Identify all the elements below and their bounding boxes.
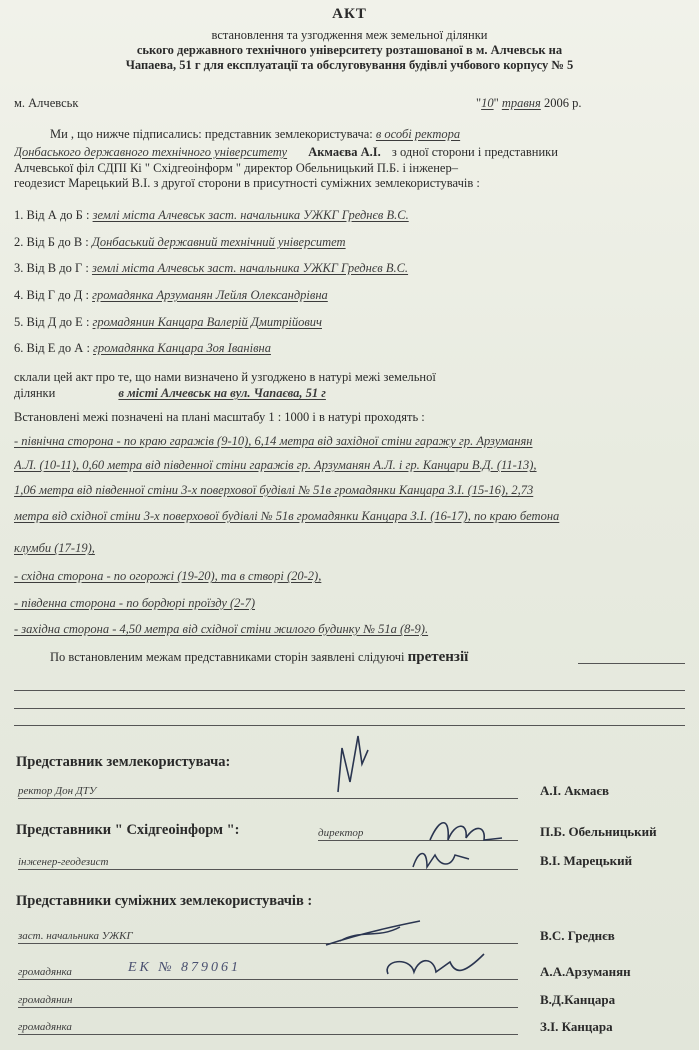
- adjacent-heading: Представники суміжних землекористувачів :: [16, 893, 313, 909]
- boundary-value: землі міста Алчевськ заст. начальника УЖКГ Греднєв В.С.: [91, 261, 409, 275]
- intro-side: з одної сторони і представники: [391, 145, 558, 159]
- land-user-name: А.І. Акмаєв: [540, 783, 609, 798]
- established-line: Встановлені межі позначені на плані масштабу 1 : 1000 і в натурі проходять :: [14, 410, 425, 424]
- border-line-6: - східна сторона - по огорожі (19-20), та в створі (20-2),: [14, 569, 322, 583]
- adjacent-name-2: А.А.Арзуманян: [540, 964, 631, 979]
- boundary-row-4: [14, 288, 685, 303]
- engineer-name: В.І. Марецький: [540, 853, 633, 868]
- land-user-heading: Представник землекористувача:: [16, 754, 231, 770]
- border-line-8: - західна сторона - 4,50 метра від східної стіни жилого будинку № 51а (8-9).: [14, 622, 429, 636]
- info-role-engineer: інженер-геодезист: [18, 856, 109, 868]
- adjacent-role-2: громадянка: [18, 966, 72, 978]
- intro-line-1: [14, 127, 685, 142]
- boundary-row-6: [14, 341, 685, 356]
- adjacent-line-3: [18, 1007, 518, 1008]
- header-line-2: ського державного технічного університету розташованої в м. Алчевськ на: [136, 43, 563, 57]
- document-title: АКТ: [332, 6, 367, 22]
- intro-university: Донбаського державного технічного університету: [14, 145, 288, 159]
- act-line-1: склали цей акт про те, що нами визначено й узгоджено в натурі межі земельної: [14, 370, 436, 384]
- claims-word: претензії: [407, 650, 469, 665]
- boundary-label: 3. Від В до Г :: [14, 261, 89, 275]
- adjacent-line-4: [18, 1034, 518, 1035]
- arzumanyan-signature: [380, 950, 490, 985]
- header-line-1: встановлення та узгодження меж земельної ділянки: [211, 28, 488, 42]
- adjacent-role-4: громадянка: [18, 1021, 72, 1033]
- boundary-label: 4. Від Г до Д :: [14, 288, 90, 302]
- date-day: 10: [481, 96, 494, 110]
- boundary-label: 5. Від Д до Е :: [14, 315, 90, 329]
- boundary-label: 1. Від А до Б :: [14, 208, 90, 222]
- boundary-value: Донбаський державний технічний університет: [91, 235, 346, 249]
- border-line-3: 1,06 метра від південної стіни 3-х поверхової будівлі № 51в громадянки Канцара З.І. (15-16), 2,73: [14, 483, 534, 497]
- intro-rector-name: Акмаєва А.І.: [308, 145, 381, 159]
- passport-note: ЕК № 879061: [128, 960, 242, 975]
- adjacent-name-3: В.Д.Канцара: [540, 992, 616, 1007]
- intro-line-3: Алчевської філ СДПІ Кі " Східгеоінформ " директор Обельницький П.Б. і інженер–: [14, 161, 458, 175]
- border-line-1: - північна сторона - по краю гаражів (9-10), 6,14 метра від західної стіни гаражу гр. Арзуманян: [14, 434, 533, 448]
- date: "10" травня 2006 р.: [476, 96, 582, 110]
- border-line-2: А.Л. (10-11), 0,60 метра від південної стіни гаражів гр. Арзуманян А.Л. і гр. Канцари В.Д. (11-13),: [14, 458, 537, 472]
- act-line-2: [14, 386, 685, 401]
- boundary-value: громадянин Канцара Валерій Дмитрійович: [92, 315, 322, 329]
- blank-rule-2: [14, 708, 685, 709]
- info-heading: Представники " Східгеоінформ ":: [16, 822, 240, 838]
- boundary-row-3: [14, 261, 685, 276]
- intro-line-2: [14, 145, 685, 160]
- boundary-value: громадянка Арзуманян Лейля Олександрівна: [92, 288, 328, 302]
- blank-rule-3: [14, 725, 685, 726]
- land-user-line: [18, 798, 518, 799]
- claims-fill-line: [578, 663, 685, 664]
- place: м. Алчевськ: [14, 96, 79, 110]
- border-line-7: - південна сторона - по бордюрі проїзду (2-7): [14, 596, 256, 610]
- intro-line-4: геодезист Марецький В.І. з другої сторони в присутності суміжних землекористувачів :: [14, 176, 480, 190]
- gradnev-signature: [320, 915, 430, 950]
- boundary-value: громадянка Канцара Зоя Іванівна: [93, 341, 271, 355]
- land-user-role: ректор Дон ДТУ: [18, 785, 97, 797]
- director-name: П.Б. Обельницький: [540, 824, 657, 839]
- boundary-row-5: [14, 315, 685, 330]
- boundary-label: 2. Від Б до В :: [14, 235, 89, 249]
- act-parcel-address: в місті Алчевськ на вул. Чапаєва, 51 г: [118, 386, 326, 400]
- adjacent-name-1: В.С. Греднєв: [540, 928, 615, 943]
- engineer-signature: [405, 845, 475, 875]
- act-parcel-label: ділянки: [14, 386, 56, 400]
- date-year: 2006 р.: [543, 96, 582, 110]
- header-line-3: Чапаева, 51 г для експлуатації та обслуговування будівлі учбового корпусу № 5: [125, 58, 574, 72]
- adjacent-role-1: заст. начальника УЖКГ: [18, 930, 133, 942]
- place-date-row: [14, 96, 685, 111]
- boundary-row-2: [14, 235, 685, 250]
- adjacent-name-4: З.І. Канцара: [540, 1019, 613, 1034]
- boundary-row-1: [14, 208, 685, 223]
- intro-text: Ми , що нижче підписались: представник землекористувача:: [50, 127, 373, 141]
- border-line-5: клумби (17-19),: [14, 541, 95, 555]
- boundary-label: 6. Від Е до А :: [14, 341, 90, 355]
- claims-text: По встановленим межам представниками сторін заявлені слідуючі: [50, 650, 405, 664]
- adjacent-line-1: [18, 943, 518, 944]
- rector-signature: [320, 730, 380, 800]
- blank-rule-1: [14, 690, 685, 691]
- intro-rector: в особі ректора: [375, 127, 461, 141]
- boundary-value: землі міста Алчевськ заст. начальника УЖКГ Греднєв В.С.: [92, 208, 409, 222]
- date-month: травня: [501, 96, 541, 110]
- border-line-4: метра від східної стіни 3-х поверхової будівлі № 51в громадянки Канцара З.І. (16-17), по краю бетона: [14, 509, 560, 523]
- adjacent-role-3: громадянин: [18, 994, 73, 1006]
- info-role-director: директор: [318, 827, 364, 839]
